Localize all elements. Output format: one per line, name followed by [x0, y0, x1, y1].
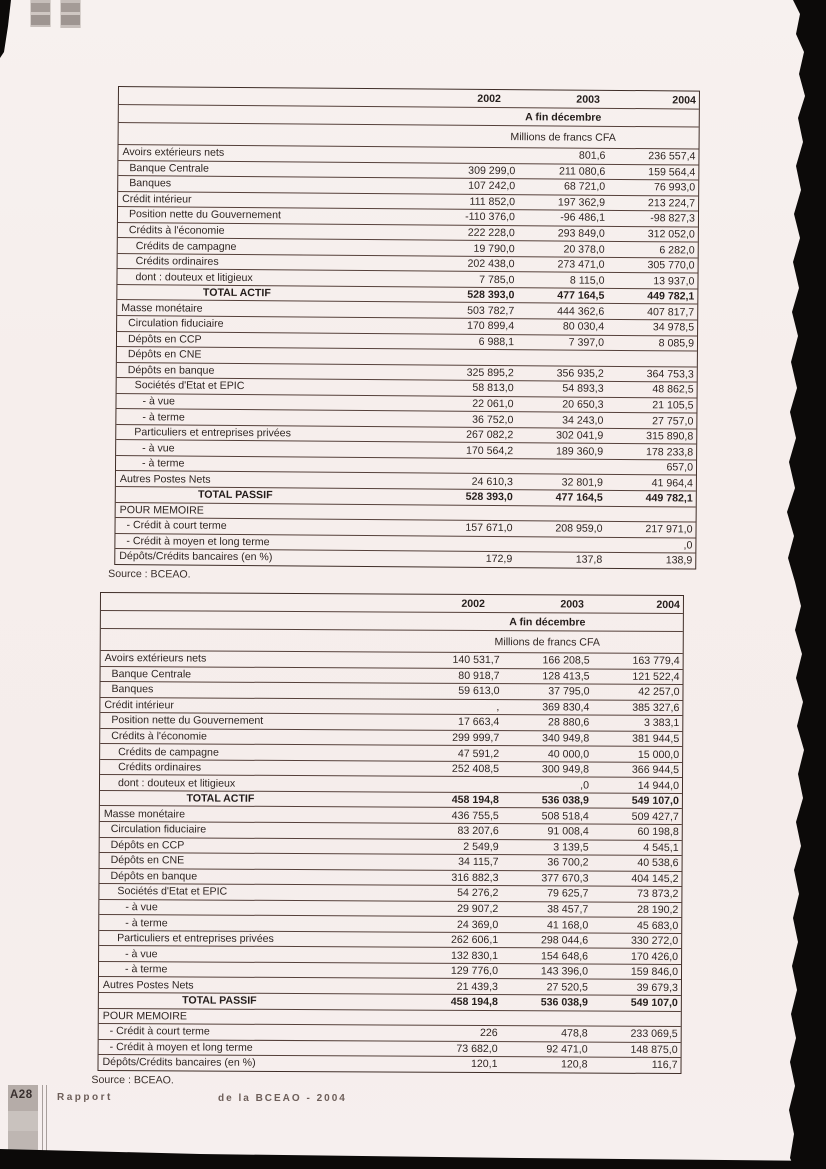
cell-2004: 34 978,5 — [652, 321, 695, 334]
cell-2002: 2 549,9 — [463, 840, 499, 853]
cell-2003: 36 700,2 — [547, 856, 589, 869]
cell-2004: 449 782,1 — [647, 290, 695, 303]
cell-2004: 76 993,0 — [653, 181, 696, 194]
cell-2002: 325 895,2 — [466, 366, 514, 380]
row-label: Sociétés d'Etat et EPIC — [134, 379, 245, 393]
cell-2003: 273 471,0 — [557, 258, 605, 271]
year-header: 2002 — [461, 597, 485, 610]
cell-2002: 54 276,2 — [457, 887, 499, 900]
row-label: TOTAL ACTIF — [186, 792, 255, 805]
cell-2004: 41 964,4 — [651, 476, 693, 490]
cell-2002: 140 531,7 — [452, 654, 500, 667]
row-label: TOTAL PASSIF — [182, 994, 257, 1008]
cell-2003: 189 360,9 — [555, 445, 604, 458]
cell-2002: 252 408,5 — [451, 762, 500, 776]
cell-2003: 20 650,3 — [562, 398, 604, 411]
cell-2003: 7 397,0 — [568, 336, 605, 349]
row-label: Autres Postes Nets — [119, 472, 211, 486]
cell-2002: 503 782,7 — [467, 304, 515, 317]
cell-2003: 801,6 — [578, 149, 606, 163]
cell-2002: 222 228,0 — [467, 226, 515, 240]
cell-2003: 37 795,0 — [548, 685, 590, 698]
row-label: Dépôts/Crédits bancaires (en %) — [119, 550, 273, 564]
cell-2003: 300 949,8 — [541, 763, 590, 776]
row-label: Crédits de campagne — [118, 745, 219, 759]
row-label: Crédits ordinaires — [118, 761, 202, 774]
cell-2003 — [517, 357, 607, 360]
row-label: Dépôts en CNE — [127, 348, 202, 362]
cell-2003: 508 518,4 — [541, 810, 589, 823]
cell-2002 — [425, 511, 516, 514]
empty-header-cell — [101, 601, 412, 605]
cell-2002: 172,9 — [485, 553, 513, 566]
cell-2003: -96 486,1 — [560, 211, 606, 225]
year-header: 2004 — [672, 93, 696, 107]
source-note: Source : BCEAO. — [108, 567, 191, 581]
cell-2002: 262 606,1 — [451, 933, 499, 947]
year-header: 2002 — [477, 92, 501, 105]
row-label: TOTAL PASSIF — [197, 488, 273, 502]
cell-2002: 129 776,0 — [450, 965, 499, 978]
row-label: - à vue — [142, 395, 175, 408]
cell-2003: 27 520,5 — [546, 981, 588, 994]
cell-2002 — [424, 542, 515, 545]
cell-2004: 657,0 — [666, 461, 694, 474]
cell-2002: 19 790,0 — [473, 242, 515, 255]
row-label: Dépôts/Crédits bancaires (en %) — [102, 1056, 256, 1070]
row-label: Autres Postes Nets — [102, 978, 194, 992]
cell-2002: 47 591,2 — [457, 747, 500, 760]
cell-2003: 3 139,5 — [553, 841, 589, 854]
row-label: POUR MEMOIRE — [102, 1009, 187, 1023]
cell-2004: 407 817,7 — [647, 305, 695, 319]
cell-2004: 364 753,3 — [646, 368, 694, 381]
cell-2003: 120,8 — [560, 1058, 588, 1072]
cell-2003: 477 164,5 — [555, 491, 603, 505]
row-label: - à vue — [142, 441, 175, 455]
cell-2003: 137,8 — [575, 554, 603, 567]
source-note: Source : BCEAO. — [91, 1073, 174, 1087]
row-label: - Crédit à moyen et long terme — [126, 535, 270, 549]
cell-2004 — [607, 357, 697, 360]
cell-2004: 213 224,7 — [647, 197, 696, 210]
unit-label: Millions de francs CFA — [510, 130, 616, 144]
cell-2004: 159 564,4 — [648, 165, 696, 179]
cell-2002: 267 082,2 — [466, 428, 514, 442]
row-label: - à terme — [142, 410, 185, 424]
cell-2003: 536 038,9 — [540, 996, 588, 1009]
cell-2004: 217 971,0 — [645, 523, 693, 536]
footer-report-subtitle: de la BCEAO - 2004 — [218, 1093, 347, 1104]
cell-2003: 356 935,2 — [556, 367, 604, 380]
empty-header-cell — [119, 95, 428, 99]
cell-2002: 528 393,0 — [467, 288, 515, 302]
footer-report-title: Rapport — [57, 1092, 113, 1103]
cell-2004: 15 000,0 — [637, 748, 680, 761]
row-label: Banque Centrale — [111, 667, 192, 681]
row-label: - à terme — [141, 457, 185, 470]
cell-2004: 549 107,0 — [630, 997, 678, 1010]
cell-2002: 316 882,3 — [451, 871, 499, 885]
row-label: - à vue — [125, 901, 158, 914]
cell-2004: 312 052,0 — [647, 228, 695, 241]
cell-2002: -110 376,0 — [465, 211, 516, 224]
empty-header-cell — [119, 113, 428, 117]
cell-2004: 449 782,1 — [645, 492, 693, 505]
monetary-table-2 — [91, 592, 684, 1089]
cell-2003: 536 038,9 — [541, 794, 589, 807]
empty-header-cell — [101, 619, 412, 623]
cell-2003: 298 044,6 — [541, 934, 589, 947]
cell-2004: 60 198,8 — [637, 826, 679, 839]
cell-2002: 170 899,4 — [466, 320, 515, 333]
cell-2002: 202 438,0 — [467, 257, 515, 271]
cell-2002 — [427, 154, 518, 157]
cell-2003: 28 880,6 — [548, 716, 590, 730]
year-header: 2003 — [576, 93, 600, 106]
row-label: Banques — [111, 683, 154, 696]
cell-2003: 41 168,0 — [546, 918, 589, 932]
cell-2004: 163 779,4 — [632, 655, 680, 668]
row-label: Banques — [129, 177, 172, 190]
cell-2003: 143 396,0 — [540, 965, 589, 978]
row-label: Dépôts en CCP — [110, 838, 185, 852]
cell-2002: 22 061,0 — [472, 397, 514, 411]
cell-2004: 236 557,4 — [648, 150, 696, 163]
cell-2004: 385 327,6 — [632, 701, 680, 714]
cell-2004 — [591, 1017, 681, 1019]
cell-2004: 178 233,8 — [645, 445, 694, 459]
cell-2002: 120,1 — [470, 1058, 498, 1071]
cell-2002 — [426, 356, 517, 359]
row-label: Crédits à l'économie — [128, 224, 225, 237]
cell-2002 — [425, 465, 516, 468]
cell-2003: 8 115,0 — [569, 274, 605, 287]
cell-2004 — [606, 513, 696, 516]
cell-2003: 54 893,3 — [562, 382, 604, 396]
cell-2003: 80 030,4 — [562, 320, 605, 334]
row-label: Crédits ordinaires — [135, 255, 219, 268]
cell-2002: 36 752,0 — [472, 413, 514, 426]
row-label: TOTAL ACTIF — [202, 286, 271, 300]
row-label: - à terme — [125, 916, 168, 929]
page-number: A28 — [10, 1089, 33, 1101]
cell-2002: 299 999,7 — [452, 731, 500, 745]
row-label: Masse monétaire — [103, 807, 186, 821]
row-label: - Crédit à court terme — [109, 1025, 210, 1038]
cell-2004: 330 272,0 — [631, 934, 679, 948]
row-label: Dépôts en CNE — [110, 854, 185, 867]
cell-2002: 157 671,0 — [465, 522, 513, 535]
cell-2002: 80 918,7 — [458, 669, 500, 682]
row-label: Masse monétaire — [121, 301, 203, 315]
row-label: Particuliers et entreprises privées — [117, 932, 274, 946]
cell-2002: 24 369,0 — [456, 918, 499, 931]
cell-2003: 340 949,8 — [542, 732, 590, 745]
cell-2003 — [515, 543, 605, 546]
cell-2004: 549 107,0 — [631, 794, 679, 808]
row-label: - Crédit à court terme — [126, 519, 227, 533]
cell-2004: 14 944,0 — [637, 779, 680, 792]
cell-2003: 20 378,0 — [563, 243, 605, 256]
period-label: A fin décembre — [525, 110, 602, 124]
cell-2003: 293 849,0 — [557, 227, 605, 240]
row-label: Crédits à l'économie — [111, 730, 207, 743]
unit-header-row — [101, 629, 683, 654]
year-header: 2003 — [560, 597, 584, 611]
row-label: POUR MEMOIRE — [119, 503, 204, 517]
cell-2003: 197 362,9 — [557, 196, 606, 209]
cell-2003: 478,8 — [561, 1027, 588, 1040]
cell-2002: 24 610,3 — [471, 475, 513, 488]
cell-2004: 4 545,1 — [643, 841, 679, 854]
row-label: Circulation fiduciaire — [128, 317, 224, 331]
monetary-table-1 — [108, 86, 700, 584]
cell-2004: 233 069,5 — [630, 1028, 678, 1041]
cell-2003: 38 457,7 — [547, 903, 589, 916]
cell-2004: 27 757,0 — [652, 414, 694, 428]
row-label: dont : douteux et litigieux — [117, 776, 236, 790]
cell-2002: 309 299,0 — [468, 164, 516, 177]
row-label: Crédit intérieur — [104, 698, 174, 712]
row-label: Position nette du Gouvernement — [128, 208, 281, 222]
cell-2003 — [501, 1017, 591, 1019]
cell-2004: 21 105,5 — [652, 399, 694, 412]
row-label: Position nette du Gouvernement — [111, 714, 264, 728]
empty-header-cell — [119, 133, 428, 137]
cell-2002: 17 663,4 — [458, 716, 500, 729]
cell-2003: 477 164,5 — [557, 289, 605, 303]
cell-2003: 208 959,0 — [555, 522, 603, 536]
cell-2003: 154 648,6 — [540, 949, 589, 963]
cell-2002: 58 813,0 — [472, 382, 514, 395]
cell-2004: -98 827,3 — [650, 212, 696, 225]
cell-2004: 170 426,0 — [630, 950, 679, 963]
cell-2004: 45 683,0 — [636, 919, 679, 932]
row-label: Crédits de campagne — [135, 239, 237, 253]
row-label: - Crédit à moyen et long terme — [109, 1040, 253, 1054]
row-label: Avoirs extérieurs nets — [104, 652, 207, 665]
cell-2004: 13 937,0 — [653, 274, 695, 288]
cell-2003 — [516, 465, 606, 468]
cell-2004: ,0 — [683, 539, 693, 552]
cell-2004: 40 538,6 — [637, 857, 679, 870]
empty-header-cell — [101, 639, 412, 643]
cell-2003: 40 000,0 — [547, 747, 590, 761]
cell-2004: 6 282,0 — [659, 243, 695, 257]
cell-2002: 34 115,7 — [458, 856, 499, 869]
row-label: Sociétés d'Etat et EPIC — [117, 885, 228, 899]
row-label: Dépôts en banque — [110, 869, 198, 883]
cell-2002: 29 907,2 — [457, 902, 499, 916]
row-label: Crédit intérieur — [122, 192, 192, 206]
cell-2002: 170 564,2 — [465, 444, 514, 457]
cell-2002: 107 242,0 — [468, 180, 516, 193]
unit-label: Millions de francs CFA — [494, 635, 600, 649]
cell-2004: 366 944,5 — [631, 763, 680, 777]
cell-2003: 302 041,9 — [556, 429, 604, 442]
cell-2003: 166 208,5 — [542, 654, 590, 667]
cell-2004: 315 890,8 — [646, 430, 694, 443]
cell-2004: 138,9 — [665, 554, 693, 568]
cell-2002: 458 194,8 — [450, 996, 498, 1009]
cell-2004: 48 862,5 — [652, 383, 694, 396]
cell-2002: 73 682,0 — [456, 1042, 498, 1056]
cell-2004: 8 085,9 — [658, 337, 695, 350]
cell-2004: 39 679,3 — [636, 981, 678, 994]
cell-2004: 159 846,0 — [630, 965, 679, 979]
binder-tab — [30, 0, 51, 27]
cell-2004: 116,7 — [651, 1059, 678, 1072]
cell-2003: 91 008,4 — [547, 825, 589, 838]
year-header: 2004 — [656, 598, 680, 611]
cell-2004: 121 522,4 — [632, 670, 680, 683]
cell-2002: 458 194,8 — [451, 794, 499, 807]
cell-2003: 32 801,9 — [561, 476, 603, 489]
row-label: Banque Centrale — [129, 161, 209, 175]
cell-2002: 132 830,1 — [450, 949, 499, 962]
cell-2004: 28 190,2 — [637, 903, 679, 917]
cell-2003: 34 243,0 — [562, 414, 604, 427]
row-label: Dépôts en CCP — [127, 332, 202, 346]
row-label: Avoirs extérieurs nets — [122, 146, 225, 160]
cell-2004: 509 427,7 — [631, 810, 679, 823]
cell-2004: 148 875,0 — [630, 1043, 678, 1056]
cell-2004: 381 944,5 — [632, 732, 680, 746]
binder-tab — [60, 0, 81, 28]
cell-2002: 436 755,5 — [451, 809, 499, 822]
cell-2003: ,0 — [580, 779, 590, 792]
cell-2003: 377 670,3 — [541, 872, 589, 885]
cell-2002: 6 988,1 — [478, 335, 515, 348]
period-label: A fin décembre — [509, 615, 586, 629]
cell-2003: 79 625,7 — [547, 887, 589, 901]
cell-2002: 59 613,0 — [458, 685, 500, 698]
cell-2002: 226 — [479, 1027, 498, 1040]
cell-2002: 111 852,0 — [469, 195, 516, 209]
cell-2003: 68 721,0 — [563, 180, 606, 194]
row-label: - à vue — [125, 947, 158, 960]
cell-2003: 128 413,5 — [542, 670, 590, 683]
cell-2002: 528 393,0 — [465, 491, 513, 504]
table-row — [98, 1055, 680, 1073]
cell-2003 — [516, 512, 606, 515]
cell-2002: , — [496, 700, 500, 713]
row-label: Circulation fiduciaire — [110, 823, 207, 836]
row-label: Dépôts en banque — [127, 364, 215, 377]
cell-2002: 21 439,3 — [456, 980, 498, 993]
cell-2004: 404 145,2 — [631, 872, 679, 885]
cell-2003: 444 362,6 — [557, 305, 605, 318]
cell-2003: 369 830,4 — [542, 701, 590, 714]
cell-2002: 7 785,0 — [479, 273, 515, 286]
cell-2002 — [410, 1016, 501, 1018]
cell-2002 — [411, 783, 502, 785]
footer-divider — [42, 1085, 47, 1155]
cell-2003: 92 471,0 — [546, 1043, 588, 1056]
cell-2004: 3 383,1 — [643, 717, 680, 730]
cell-2002: 83 207,6 — [457, 825, 499, 838]
cell-2004: 305 770,0 — [647, 259, 695, 272]
row-label: dont : douteux et litigieux — [135, 270, 253, 284]
cell-2003: 211 080,6 — [558, 165, 606, 178]
cell-2004: 73 873,2 — [637, 888, 679, 901]
cell-2004: 42 257,0 — [638, 686, 680, 699]
row-label: - à terme — [124, 963, 168, 976]
row-label: Particuliers et entreprises privées — [134, 426, 291, 440]
